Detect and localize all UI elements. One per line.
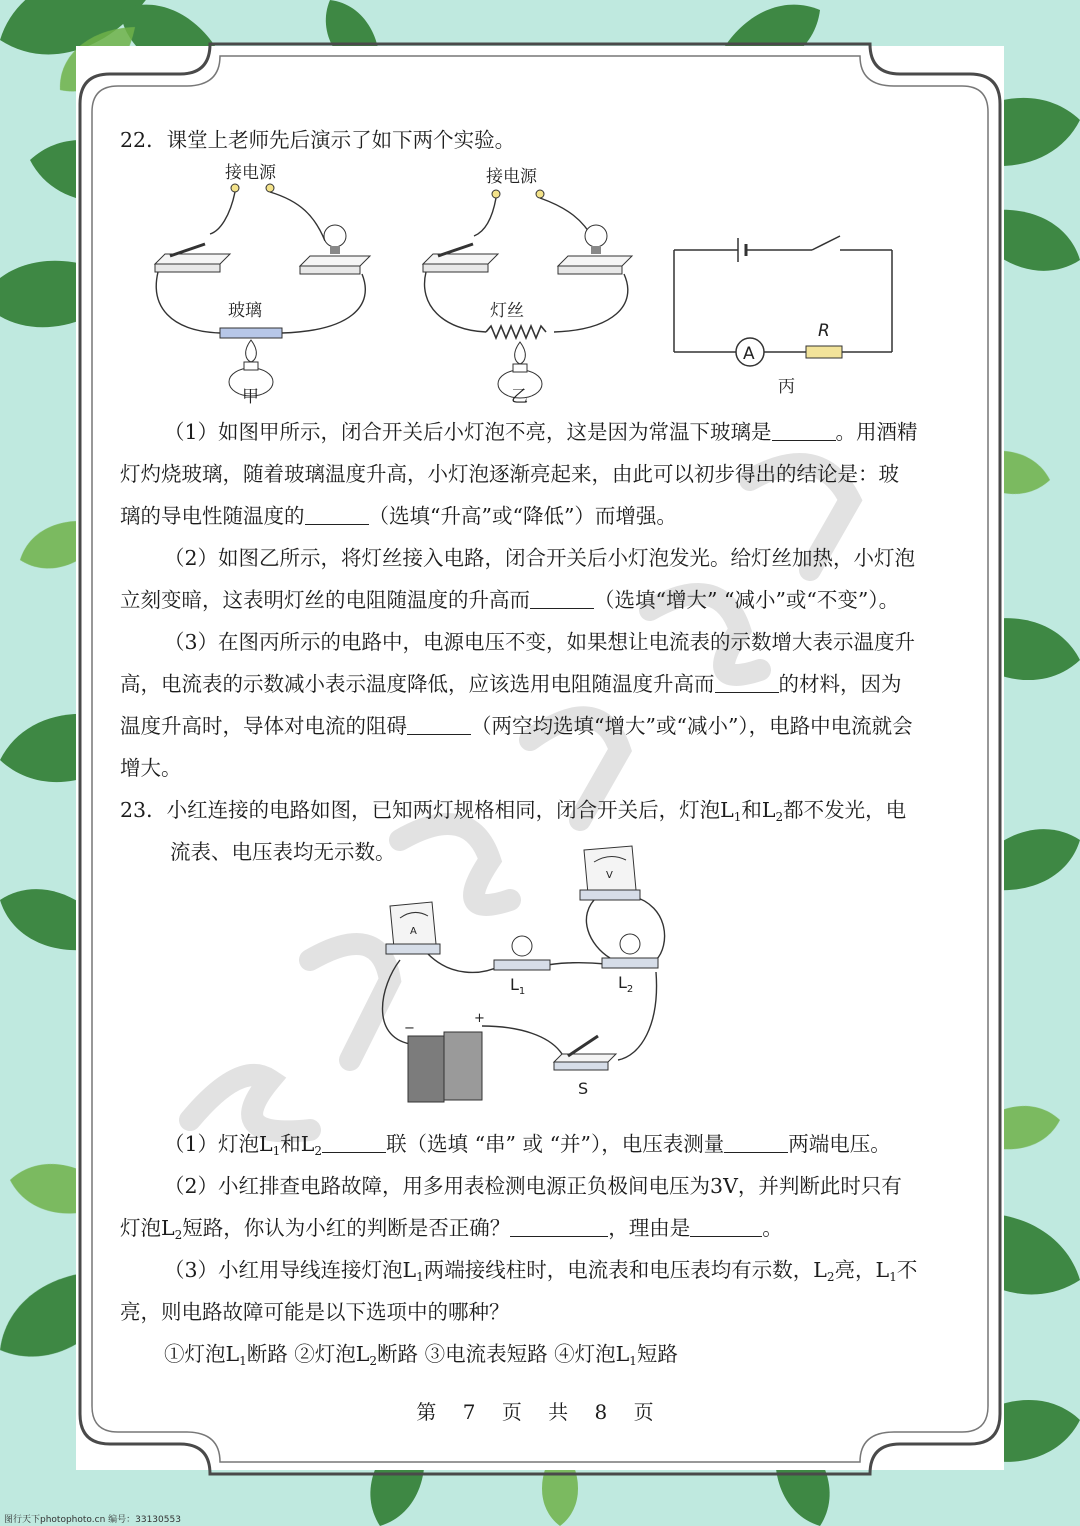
battery-icon xyxy=(444,1032,482,1100)
power-label: 接电源 xyxy=(486,167,537,187)
ammeter-label: A xyxy=(410,926,417,937)
figure-yi xyxy=(418,160,648,410)
switch-label: S xyxy=(578,1079,589,1098)
q22-part3-line3: 温度升高时，导体对电流的阻碍 （两空均选填“增大”或“减小”），电路中电流就会 xyxy=(120,714,913,738)
filament-coil xyxy=(486,326,546,338)
switch-lever xyxy=(568,1036,598,1056)
bulb-icon xyxy=(512,936,532,956)
battery-icon xyxy=(408,1036,444,1102)
lamp-base xyxy=(558,266,622,274)
thermistor xyxy=(806,346,842,358)
q22-part2-line2: 立刻变暗，这表明灯丝的电阻随温度的升高而 （选填“增大” “减小”或“不变”）。 xyxy=(120,588,900,612)
q23-part2-line2: 灯泡$L_2$短路，你认为小红的判断是否正确？ ，理由是 。 xyxy=(120,1216,783,1242)
switch-base xyxy=(554,1054,616,1062)
lamp2-label: $L_2$ xyxy=(618,973,634,995)
alcohol-lamp-icon xyxy=(244,362,258,370)
q22-part1-line2: 灯灼烧玻璃，随着玻璃温度升高，小灯泡逐渐亮起来，由此可以初步得出的结论是：玻 xyxy=(120,462,899,486)
terminal xyxy=(536,190,544,198)
wire xyxy=(270,192,325,241)
bulb-icon xyxy=(620,934,640,954)
lamp-base xyxy=(300,256,370,266)
lamp-holder xyxy=(494,960,550,970)
figure-jia xyxy=(150,156,380,406)
q23-part3-line2: 亮，则电路故障可能是以下选项中的哪种？ xyxy=(120,1300,510,1324)
switch-base xyxy=(423,264,488,272)
answer-blank[interactable] xyxy=(772,422,836,441)
lamp1-label: $L_1$ xyxy=(510,975,526,997)
minus-label: − xyxy=(404,1021,415,1036)
bulb-icon xyxy=(585,225,607,247)
wire xyxy=(482,1026,562,1054)
q23-part1: （1）灯泡$L_1$和$L_2$ 联（选填 “串” 或 “并”），电压表测量 两端电压。 xyxy=(164,1132,891,1158)
bulb-icon xyxy=(330,246,340,254)
answer-blank[interactable] xyxy=(724,1134,788,1153)
q23-stem-line1: 23．小红连接的电路如图，已知两灯规格相同，闭合开关后，灯泡$L_1$和$L_2$都不发光，电 xyxy=(120,798,907,824)
plus-label: + xyxy=(474,1011,485,1026)
terminal xyxy=(492,190,500,198)
caption-yi: 乙 xyxy=(511,387,528,407)
glass-label: 玻璃 xyxy=(228,301,262,321)
bulb-icon xyxy=(324,225,346,247)
resistor-label: R xyxy=(818,321,830,341)
lamp-holder xyxy=(602,958,658,968)
q23-stem-line2: 流表、电压表均无示数。 xyxy=(170,840,396,864)
caption-jia: 甲 xyxy=(242,387,259,406)
answer-blank[interactable] xyxy=(510,1218,608,1237)
figure-bing xyxy=(668,228,898,398)
power-label: 接电源 xyxy=(225,163,276,183)
wire xyxy=(554,274,628,332)
switch-base xyxy=(554,1062,608,1070)
wire xyxy=(425,272,486,332)
bulb-icon xyxy=(591,246,601,254)
answer-blank[interactable] xyxy=(407,716,471,735)
lamp-base xyxy=(558,256,632,266)
figure-q23-circuit xyxy=(370,836,670,1106)
lamp-base xyxy=(300,266,360,274)
terminal xyxy=(266,184,274,192)
q22-part2-line1: （2）如图乙所示，将灯丝接入电路，闭合开关后小灯泡发光。给灯丝加热，小灯泡 xyxy=(164,546,916,570)
image-credit: 图行天下photophoto.cn 编号：33130553 xyxy=(4,1515,181,1525)
glass-rod xyxy=(220,328,282,338)
caption-bing: 丙 xyxy=(778,377,795,397)
q23-options: ①灯泡$L_1$断路 ②灯泡$L_2$断路 ③电流表短路 ④灯泡$L_1$短路 xyxy=(164,1342,678,1368)
alcohol-lamp-icon xyxy=(513,364,527,372)
q23-part3-line1: （3）小红用导线连接灯泡$L_1$两端接线柱时，电流表和电压表均有示数，$L_2$亮，$L_1$不 xyxy=(164,1258,918,1284)
q23-part2-line1: （2）小红排查电路故障，用多用表检测电源正负极间电压为3V，并判断此时只有 xyxy=(164,1174,902,1198)
answer-blank[interactable] xyxy=(530,590,594,609)
answer-blank[interactable] xyxy=(715,674,779,693)
answer-blank[interactable] xyxy=(322,1134,386,1153)
wire xyxy=(156,272,220,333)
q22-part3-line4: 增大。 xyxy=(120,756,182,780)
terminal xyxy=(231,184,239,192)
q22-part1-line1: （1）如图甲所示，闭合开关后小灯泡不亮，这是因为常温下玻璃是 。用酒精 xyxy=(164,420,918,444)
ammeter-icon xyxy=(390,902,436,948)
flame-icon xyxy=(515,342,526,364)
wire xyxy=(210,192,235,234)
wire xyxy=(282,274,365,333)
voltmeter-label: V xyxy=(606,870,613,881)
wire xyxy=(586,896,610,958)
switch-base xyxy=(155,264,220,272)
switch-base xyxy=(155,254,230,264)
flame-icon xyxy=(246,340,257,362)
switch-base xyxy=(423,254,498,264)
wire xyxy=(474,198,496,236)
voltmeter-base xyxy=(580,890,640,900)
q22-part3-line1: （3）在图丙所示的电路中，电源电压不变，如果想让电流表的示数增大表示温度升 xyxy=(164,630,916,654)
wire xyxy=(428,954,500,972)
q22-stem: 22．课堂上老师先后演示了如下两个实验。 xyxy=(120,128,516,152)
filament-label: 灯丝 xyxy=(490,301,524,321)
ammeter-base xyxy=(386,944,440,954)
wire xyxy=(542,963,606,966)
q22-part3-line2: 高，电流表的示数减小表示温度降低，应该选用电阻随温度升高而 的材料，因为 xyxy=(120,672,902,696)
answer-blank[interactable] xyxy=(305,506,369,525)
answer-blank[interactable] xyxy=(690,1218,762,1237)
switch-icon xyxy=(812,236,840,250)
q22-part1-line3: 璃的导电性随温度的 （选填“升高”或“降低”）而增强。 xyxy=(120,504,677,528)
page-footer: 第 7 页 共 8 页 xyxy=(416,1400,664,1424)
ammeter-label: A xyxy=(743,344,755,364)
